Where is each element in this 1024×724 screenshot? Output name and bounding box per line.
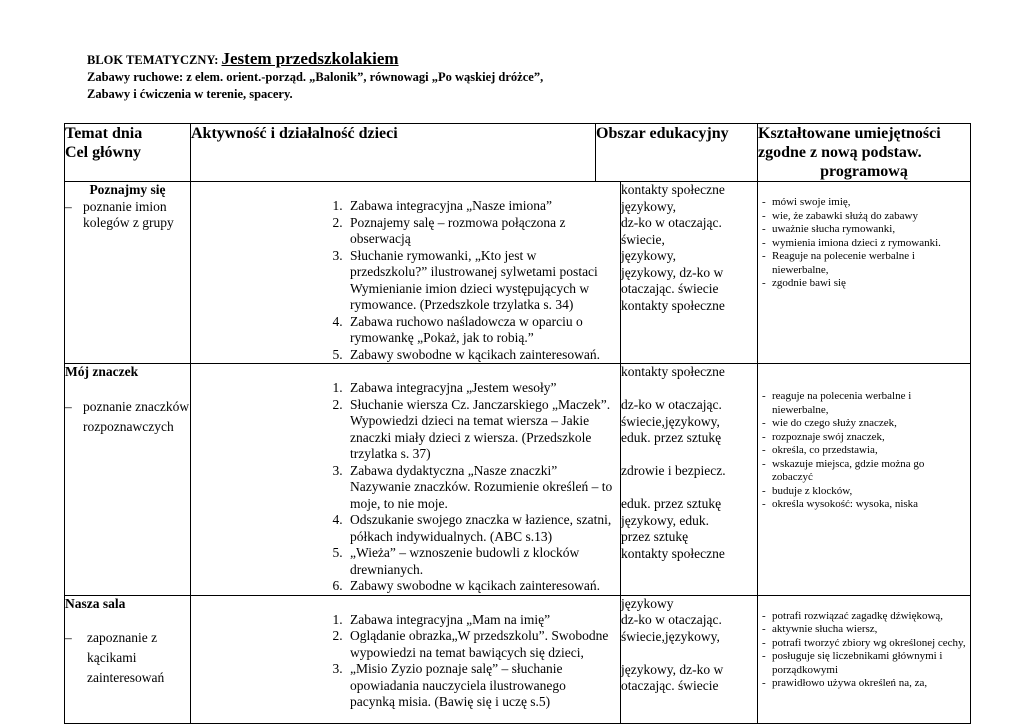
skill-item: - prawidłowo używa określeń na, za, (762, 677, 928, 689)
education-area-cell (621, 182, 758, 364)
day-topic-cell (65, 595, 191, 723)
activity-item: 3. Zabawa dydaktyczna „Nasze znaczki” Nazywanie znaczków. Rozumienie określeń – to moje, to nie moje. (346, 463, 614, 513)
activity-item: 2. Poznajemy salę – rozmowa połączona z obserwacją (346, 215, 614, 248)
movement-games-line: Zabawy ruchowe: z elem. orient.-porząd. „Balonik”, równowagi „Po wąskiej dróżce”, (87, 70, 544, 84)
activity-item: 1. Zabawa integracyjna „Nasze imiona” (346, 198, 614, 215)
lesson-plan-table (64, 123, 971, 724)
skills-list (758, 364, 970, 512)
table-header-row (65, 124, 971, 182)
skills-cell (758, 364, 971, 596)
outdoor-games-line: Zabawy i ćwiczenia w terenie, spacery. (87, 87, 293, 101)
day-topic-title: Nasza sala (65, 595, 126, 611)
activities-cell (191, 595, 621, 723)
dash-bullet: – (65, 198, 72, 214)
skill-item: - uważnie słucha rymowanki, (762, 223, 896, 235)
day-goal: – zapoznanie z kącikami zainteresowań (65, 628, 190, 688)
skill-item: - określa wysokość: wysoka, niska (762, 498, 919, 510)
skill-item: - wymienia imiona dzieci z rymowanki. (762, 236, 941, 249)
education-area-cell (621, 595, 758, 723)
table-row (65, 364, 971, 596)
skills-cell (758, 595, 971, 723)
activity-item: 1. Zabawa integracyjna „Jestem wesoły” (346, 380, 614, 397)
skills-list (758, 182, 970, 291)
day-topic-title: Poznajmy się (89, 182, 166, 197)
skill-item: - potrafi tworzyć zbiory wg określonej cechy, (762, 636, 966, 649)
day-goal: – poznanie imion kolegów z grupy (65, 198, 174, 230)
header-skills: Kształtowane umiejętności zgodne z nową podstaw. programową (758, 124, 971, 182)
activities-cell (191, 364, 621, 596)
education-area-text: językowy dz-ko w otaczając. świecie,językowy, językowy, dz-ko w otaczając. świecie (621, 595, 724, 693)
dash-bullet: – (65, 398, 72, 414)
activity-item: 1. Zabawa integracyjna „Mam na imię” (346, 612, 614, 629)
skill-item: - wie, że zabawki służą do zabawy (762, 209, 919, 222)
skill-item: - posługuje się liczebnikami głównymi i porządkowymi (762, 650, 943, 676)
skill-item: - buduje z klocków, (762, 484, 853, 497)
activity-item: 4. Zabawa ruchowo naśladowcza w oparciu o rymowankę „Pokaż, jak to robią.” (346, 314, 614, 347)
skill-item: - rozpoznaje swój znaczek, (762, 430, 885, 443)
activity-item: 5. Zabawy swobodne w kącikach zainteresowań. (346, 347, 614, 364)
thematic-block-label: BLOK TEMATYCZNY: (87, 53, 219, 67)
activity-item: 4. Odszukanie swojego znaczka w łazience, szatni, półkach indywidualnych. (ABC s.13) (346, 512, 614, 545)
table-row (65, 182, 971, 364)
education-area-text: kontakty społeczne językowy, dz-ko w otaczając. świecie, językowy, językowy, dz-ko w otaczając. świecie kontakty społeczne (621, 182, 725, 313)
education-area-cell (621, 364, 758, 596)
day-goal: – poznanie znaczków rozpoznawczych (65, 397, 190, 437)
day-topic-title: Mój znaczek (65, 364, 139, 379)
skill-item: - zgodnie bawi się (762, 277, 846, 289)
skill-item: - Reaguje na polecenie werbalne i niewerbalne, (762, 250, 915, 276)
activity-item: 6. Zabawy swobodne w kącikach zainteresowań. (346, 578, 614, 595)
header-activities: Aktywność i działalność dzieci (191, 124, 596, 182)
activities-list (191, 364, 620, 595)
skill-item: - mówi swoje imię, (762, 196, 851, 208)
activities-list (191, 596, 620, 711)
skill-item: - określa, co przedstawia, (762, 444, 878, 456)
activities-list (191, 182, 620, 363)
skill-item: - wie do czego służy znaczek, (762, 417, 897, 429)
activities-cell (191, 182, 621, 364)
skill-item: - reaguje na polecenia werbalne i niewerbalne, (762, 390, 912, 416)
activity-item: 2. Oglądanie obrazka„W przedszkolu”. Swobodne wypowiedzi na temat bawiących się dzieci, (346, 628, 614, 661)
skill-item: - wskazuje miejsca, gdzie można go zobaczyć (762, 457, 925, 483)
dash-bullet: – (65, 630, 72, 645)
day-topic-cell (65, 182, 191, 364)
skill-item: - aktywnie słucha wiersz, (762, 623, 878, 635)
activity-item: 5. „Wieża” – wznoszenie budowli z klocków drewnianych. (346, 545, 614, 578)
page-header (87, 50, 543, 103)
table-row (65, 595, 971, 723)
skills-cell (758, 182, 971, 364)
header-education-area: Obszar edukacyjny (596, 124, 758, 182)
header-topic-goal: Temat dnia Cel główny (65, 124, 191, 182)
activity-item: 3. „Misio Zyzio poznaje salę” – słuchanie opowiadania nauczyciela ilustrowanego pacynką misia. (Bawię się i uczę s.5) (346, 661, 614, 711)
activity-item: 2. Słuchanie wiersza Cz. Janczarskiego „Maczek”. Wypowiedzi dzieci na temat wiersza – Jakie znaczki miały dzieci z wiersza. (Przedszkole trzylatka s. 37) (346, 397, 614, 463)
thematic-block-title: Jestem przedszkolakiem (221, 49, 399, 68)
skill-item: - potrafi rozwiązać zagadkę dźwiękową, (762, 609, 944, 622)
activity-item: 3. Słuchanie rymowanki, „Kto jest w przedszkolu?” ilustrowanej sylwetami postaci Wymienianie imion dzieci występujących w rymowance. (Przedszkole trzylatka s. 34) (346, 248, 614, 314)
day-topic-cell (65, 364, 191, 596)
thematic-block-line (87, 50, 543, 69)
education-area-text: kontakty społeczne dz-ko w otaczając. świecie,językowy, eduk. przez sztukę zdrowie i bezpiecz. eduk. przez sztukę językowy, eduk. przez sztukę kontakty społeczne (621, 364, 726, 561)
skills-list (758, 596, 970, 691)
